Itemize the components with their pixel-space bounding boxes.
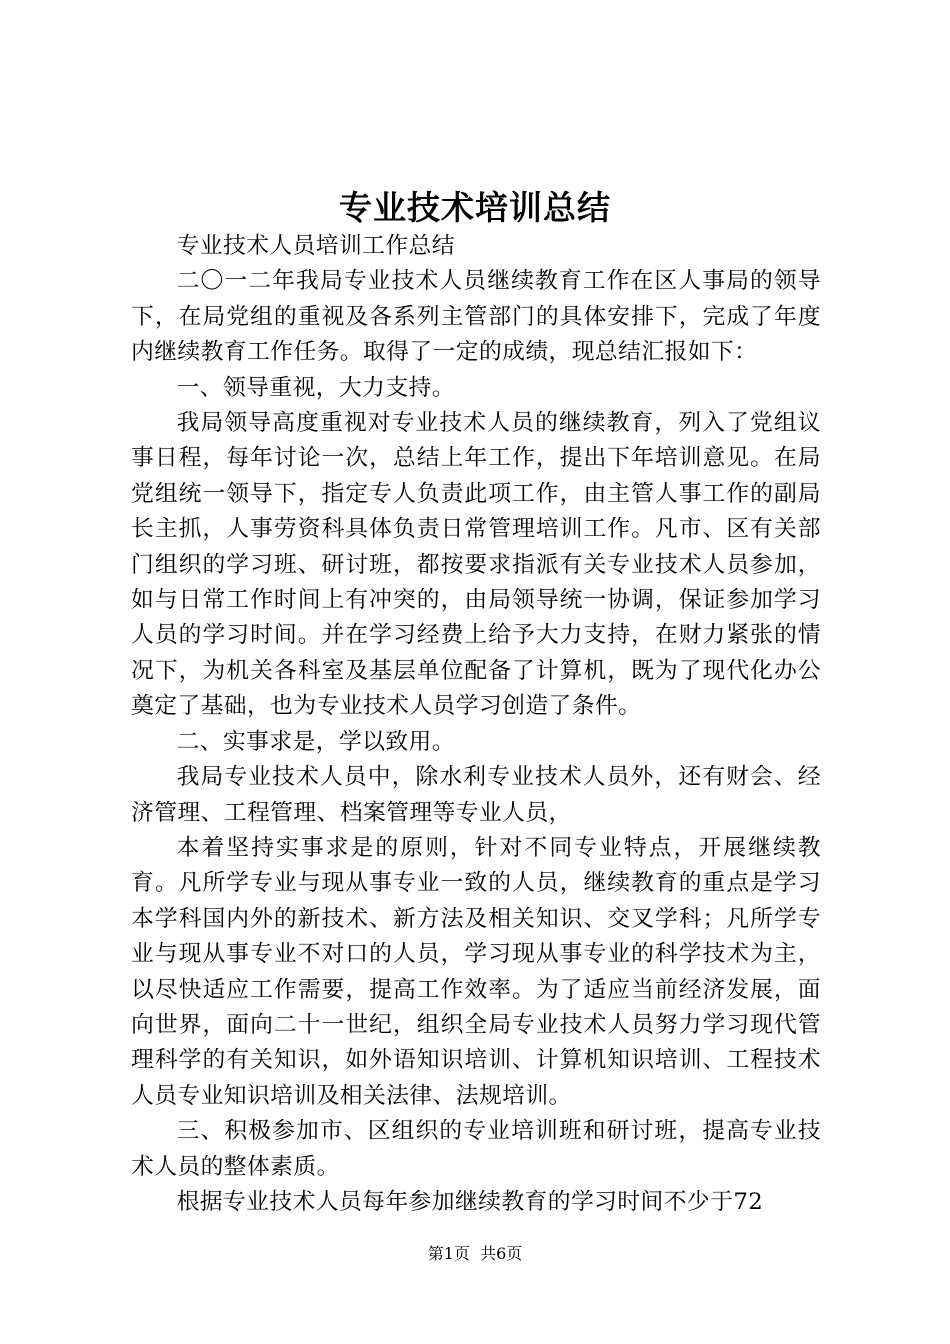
- section-heading: 一、领导重视，大力支持。: [176, 374, 455, 401]
- document-title: 专业技术培训总结: [339, 188, 611, 227]
- document-body: [131, 229, 821, 1220]
- section-heading: 二、实事求是，学以致用。: [176, 728, 455, 755]
- page-footer: [0, 1242, 950, 1266]
- body-paragraph: 本着坚持实事求是的原则，针对不同专业特点，开展继续教育。凡所学专业与现从事专业一致的人员，继续教育的重点是学习本学科国内外的新技术、新方法及相关知识、交叉学科；凡所学专业与现从事专业不对口的人员，学习现从事专业的科学技术为主，以尽快适应工作需要，提高工作效率。为了适应当前经济发展，面向世界，面向二十一世纪，组织全局专业技术人员努力学习现代管理科学的有关知识，如外语知识培训、计算机知识培训、工程技术人员专业知识培训及相关法律、法规培训。: [131, 834, 821, 1109]
- body-paragraph: 专业技术人员培训工作总结: [176, 233, 455, 259]
- body-paragraph: 我局专业技术人员中，除水利专业技术人员外，还有财会、经济管理、工程管理、档案管理等专业人员，: [131, 764, 821, 826]
- body-paragraph: 根据专业技术人员每年参加继续教育的学习时间不少于72: [176, 1188, 764, 1215]
- body-paragraph: 我局领导高度重视对专业技术人员的继续教育，列入了党组议事日程，每年讨论一次，总结上年工作，提出下年培训意见。在局党组统一领导下，指定专人负责此项工作，由主管人事工作的副局长主抓，人事劳资科具体负责日常管理培训工作。凡市、区有关部门组织的学习班、研讨班，都按要求指派有关专业技术人员参加，如与日常工作时间上有冲突的，由局领导统一协调，保证参加学习人员的学习时间。并在学习经费上给予大力支持，在财力紧张的情况下，为机关各科室及基层单位配备了计算机，既为了现代化办公奠定了基础，也为专业技术人员学习创造了条件。: [131, 410, 821, 720]
- page-number: 第1页 共6页: [427, 1244, 523, 1263]
- section-heading: 三、积极参加市、区组织的专业培训班和研讨班，提高专业技术人员的整体素质。: [131, 1118, 821, 1180]
- body-paragraph: 二〇一二年我局专业技术人员继续教育工作在区人事局的领导下，在局党组的重视及各系列主管部门的具体安排下，完成了年度内继续教育工作任务。取得了一定的成绩，现总结汇报如下：: [131, 268, 821, 366]
